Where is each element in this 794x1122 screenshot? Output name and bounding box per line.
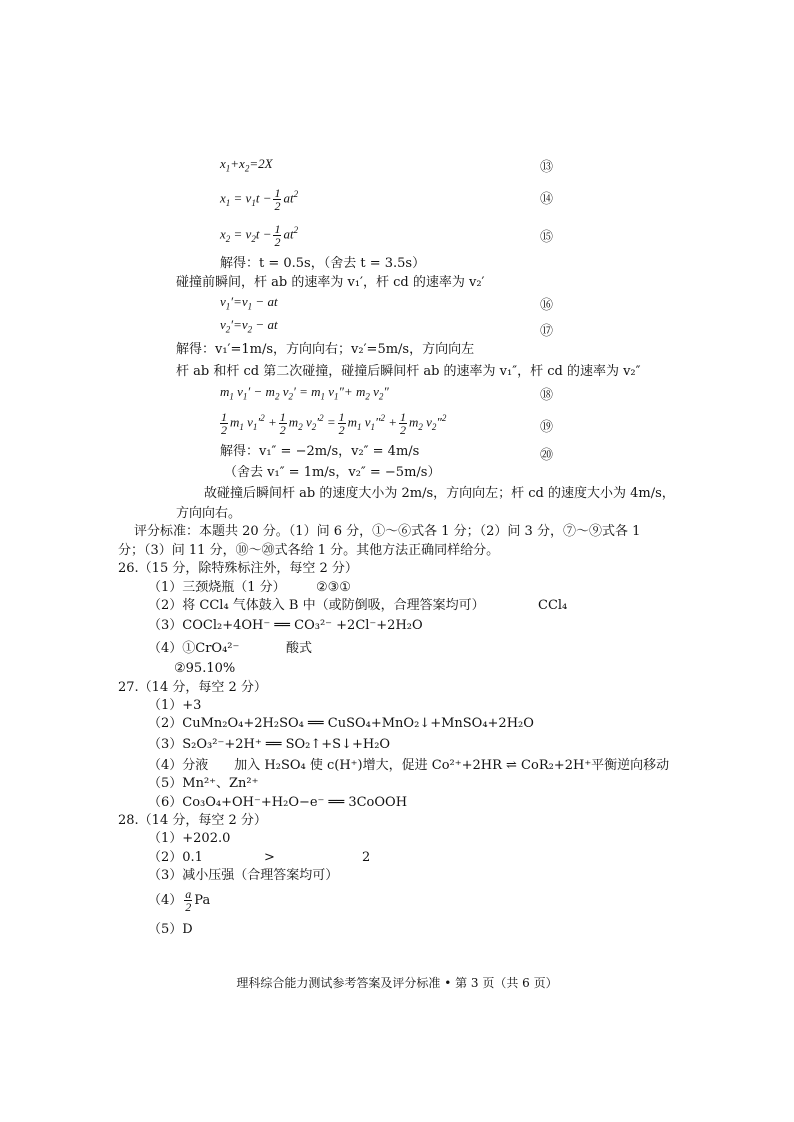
eq-number-20: ⑳ [540, 448, 554, 463]
q27-answer-3: （3）S₂O₃²⁻+2H⁺ ══ SO₂↑+S↓+H₂O [148, 737, 391, 752]
conclusion-line-1: 故碰撞后瞬间杆 ab 的速度大小为 2m/s，方向向左；杆 cd 的速度大小为 4m/s， [204, 486, 675, 501]
q28-answer-4-denominator: 2 [185, 900, 192, 914]
q27-answer-5: （5）Mn²⁺、Zn²⁺ [148, 776, 259, 791]
q26-answer-3: （3）COCl₂+4OH⁻ ══ CO₃²⁻ +2Cl⁻+2H₂O [148, 618, 423, 633]
grading-line-1: 评分标准：本题共 20 分。（1）问 6 分，①～⑥式各 1 分；（2）问 3 分，⑦～⑨式各 1 [134, 524, 641, 539]
eq-number-15: ⑮ [540, 230, 554, 245]
second-collision-text: 杆 ab 和杆 cd 第二次碰撞，碰撞后瞬间杆 ab 的速率为 v₁″，杆 cd 的速率为 v₂″ [176, 364, 641, 379]
q28-answer-2c: 2 [362, 850, 371, 865]
q27-answer-6: （6）Co₃O₄+OH⁻+H₂O−e⁻ ══ 3CoOOH [148, 795, 408, 810]
q27-answer-2: （2）CuMn₂O₄+2H₂SO₄ ══ CuSO₄+MnO₂↓+MnSO₄+2H₂O [148, 716, 534, 731]
eq-number-18: ⑱ [540, 388, 554, 403]
q28-answer-2: （2）0.1 [148, 850, 203, 865]
q28-answer-4-numerator: a [185, 887, 192, 901]
grading-line-2: 分；（3）问 11 分，⑩～⑳式各给 1 分。其他方法正确同样给分。 [118, 543, 500, 558]
solve-time: 解得：t = 0.5s，（舍去 t = 3.5s） [220, 256, 426, 271]
before-collision-text: 碰撞前瞬间，杆 ab 的速率为 v₁′，杆 cd 的速率为 v₂′ [176, 275, 485, 290]
q26-answer-4b: 酸式 [286, 641, 313, 656]
equation-momentum: $m_1$ $v_1' - m_2$ $v_2' = m_1$ $v_1''+ m_2$ $v_2''$ [220, 384, 389, 402]
q28-answer-4-label: （4） [148, 893, 183, 908]
equation-sum: $x_1+x_2=2X$ [220, 156, 273, 174]
q27-answer-4: （4）分液 加入 H₂SO₄ 使 c(H⁺)增大，促进 Co²⁺+2HR ⇌ CoR₂+2H⁺平衡逆向移动 [148, 758, 670, 773]
eq-number-14: ⑭ [540, 192, 554, 207]
q27-header: 27.（14 分，每空 2 分） [118, 680, 267, 695]
q27-answer-1: （1）+3 [148, 698, 202, 713]
q26-answer-2b: CCl₄ [538, 598, 568, 613]
q28-answer-2b: > [264, 850, 275, 865]
equation-x1: $x_1 = v_1t$ − $\frac{1}{2}$ $at^2$ [220, 185, 299, 213]
conclusion-line-2: 方向向右。 [176, 506, 242, 521]
discard-text: （舍去 v₁″ = 1m/s，v₂″ = −5m/s） [224, 465, 441, 480]
eq-number-13: ⑬ [540, 160, 554, 175]
q26-answer-4c: ②95.10% [174, 661, 236, 676]
q26-answer-2: （2）将 CCl₄ 气体鼓入 B 中（或防倒吸，合理答案均可） [148, 598, 485, 613]
equation-x2: $x_2 = v_2t$ − $\frac{1}{2}$ $at^2$ [220, 221, 299, 249]
q28-answer-4-unit: Pa [194, 893, 211, 908]
eq-number-19: ⑲ [540, 420, 554, 435]
q28-header: 28.（14 分，每空 2 分） [118, 813, 267, 828]
equation-v2prime: $v_2'=v_2$ − at [220, 317, 278, 335]
q26-answer-1: （1）三颈烧瓶（1 分） [148, 580, 286, 595]
page-footer: 理科综合能力测试参考答案及评分标准 • 第 3 页（共 6 页） [236, 976, 558, 990]
solve-after-collision: 解得：v₁″ = −2m/s，v₂″ = 4m/s [220, 444, 420, 459]
q28-answer-5: （5）D [148, 922, 193, 937]
q26-header: 26.（15 分，除特殊标注外，每空 2 分） [118, 561, 358, 576]
eq-number-16: ⑯ [540, 298, 554, 313]
q26-answer-1b: ②③① [316, 580, 351, 595]
q28-answer-4 [148, 888, 210, 913]
equation-energy: $\frac{1}{2}$ $m_1$ $v_1'^2$ + $\frac{1}{2}$ $m_2$ $v_2'^2$ = $\frac{1}{2}$ $m_1$ $v_1''^2$ + $\frac{1}{2}$ $m_2$ $v_2''^2$ [221, 409, 447, 437]
q28-answer-1: （1）+202.0 [148, 831, 231, 846]
equation-v1prime: $v_1'=v_1$ − at [220, 294, 278, 312]
q26-answer-4: （4）①CrO₄²⁻ [148, 641, 240, 656]
q28-answer-3: （3）减小压强（合理答案均可） [148, 868, 339, 883]
solve-velocities: 解得：v₁′=1m/s，方向向右；v₂′=5m/s，方向向左 [176, 342, 475, 357]
eq-number-17: ⑰ [540, 324, 554, 339]
